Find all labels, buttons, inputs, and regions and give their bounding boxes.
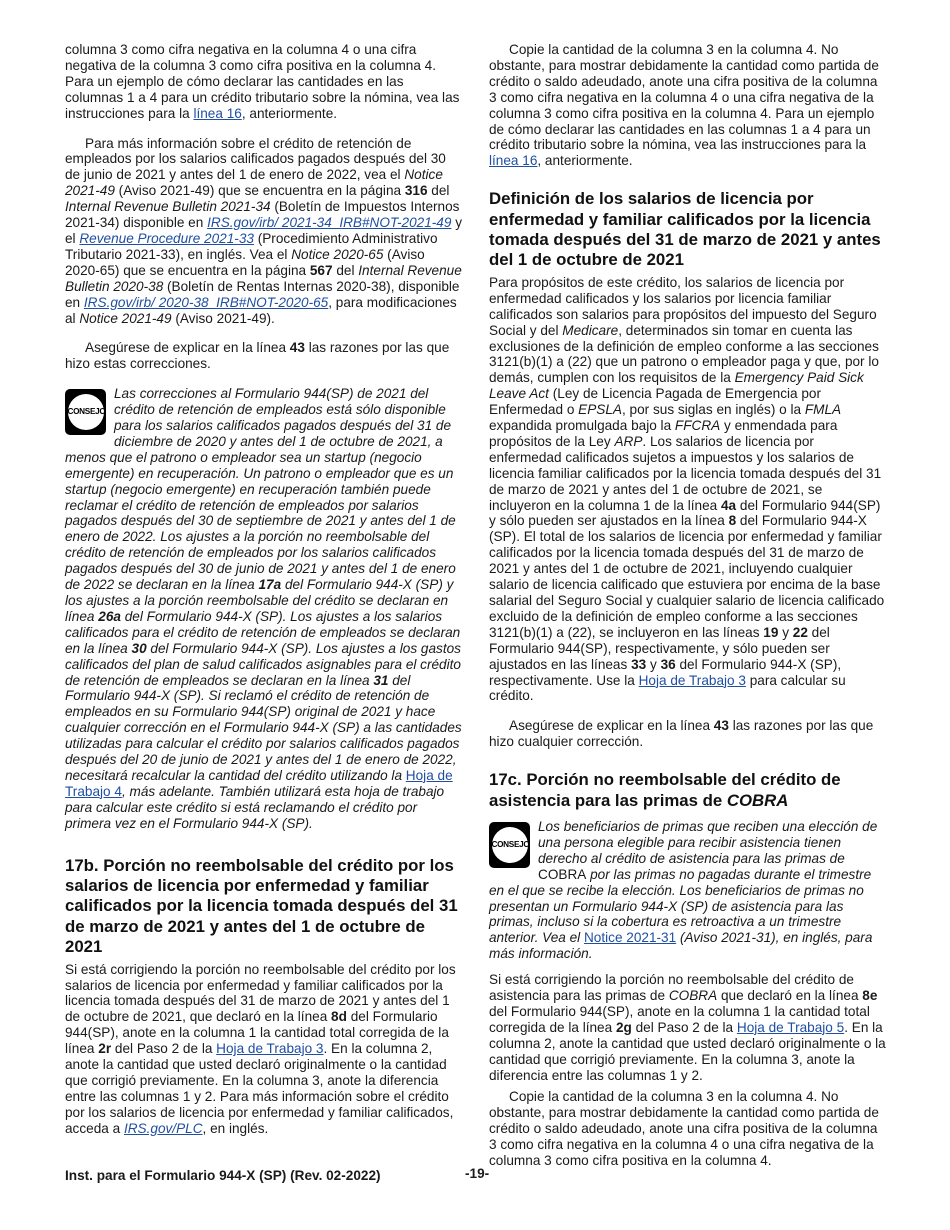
right-column	[489, 42, 887, 1169]
left-column	[65, 42, 462, 1137]
paragraph: Si está corrigiendo la porción no reembolsable del crédito por los salarios de licencia por enfermedad y familiar calificados por la licencia tomada después del 31 de marzo de 2021 y antes del 1 de octubre de 2021, que declaró en la línea 8d del Formulario 944(SP), anote en la columna 1 la cantidad total corregida de la línea 2r del Paso 2 de la Hoja de Trabajo 3. En la columna 2, anote la cantidad que usted declaró originalmente o la cantidad que corrigió previamente. En la columna 3, anote la diferencia entre las columnas 1 y 2. Para más información sobre el crédito por los salarios de licencia por enfermedad y familiar calificados, acceda a IRS.gov/PLC, en inglés.	[65, 961, 456, 1136]
link-hoja-de-trabajo-3[interactable]: Hoja de Trabajo 3	[638, 672, 746, 688]
paragraph: Para más información sobre el crédito de retención de empleados por los salarios calificados pagados después del 30 de junio de 2021 y antes del 1 de enero de 2022, vea el Notice 2021-49 (Aviso 2021-49) que se encuentra en la página 316 del Internal Revenue Bulletin 2021-34 (Boletín de Impuestos Internos 2021-34) disponible en IRS.gov/irb/ 2021-34_IRB#NOT-2021-49 y el Revenue Procedure 2021-33 (Procedimiento Administrativo Tributario 2021-33), en inglés. Vea el Notice 2020-65 (Aviso 2020-65) que se encuentra en la página 567 del Internal Revenue Bulletin 2020-38 (Boletín de Rentas Internas 2020-38), disponible en IRS.gov/irb/ 2020-38_IRB#NOT-2020-65, para modificaciones al Notice 2021-49 (Aviso 2021-49).	[65, 135, 462, 326]
link-hoja-de-trabajo-3[interactable]: Hoja de Trabajo 3	[216, 1041, 324, 1057]
tip-box: CONSEJO Los beneficiarios de primas que reciben una elección de una persona elegible para recibir asistencia tienen derecho al crédito de asistencia para las primas de COBRA por las primas no pagadas durante el trimestre en el que se recibe la elección. Los beneficiarios de primas no presentan un Formulario 944-X (SP) de asistencia para las primas, incluso si la cobertura es retroactiva a un trimestre anterior. Vea el Notice 2021-31 (Aviso 2021-31), en inglés, para más información.	[489, 818, 878, 962]
link-linea-16[interactable]: línea 16	[489, 153, 538, 169]
paragraph: Copie la cantidad de la columna 3 en la columna 4. No obstante, para mostrar debidamente la cantidad como partida de crédito o saldo adeudado, anote una cifra positiva de la columna 3 como cifra negativa en la columna 4 o una cifra negativa de la columna 3 como cifra positiva en la columna 4. Para un ejemplo de cómo declarar las cantidades en las columnas 1 a 4 para un crédito tributario sobre la nómina, vea las instrucciones para la línea 16, anteriormente.	[489, 42, 879, 169]
paragraph: Copie la cantidad de la columna 3 en la columna 4. No obstante, para mostrar debidamente la cantidad como partida de crédito o saldo adeudado, anote una cifra positiva de la columna 3 como cifra negativa en la columna 4 o una cifra negativa de la columna 3 como cifra positiva en la columna 4.	[489, 1089, 879, 1169]
link-irb-2021-34[interactable]: IRS.gov/irb/ 2021-34_IRB#NOT-2021-49	[207, 215, 452, 231]
paragraph: Asegúrese de explicar en la línea 43 las razones por las que hizo cualquier corrección.	[489, 718, 874, 750]
link-revenue-procedure-2021-33[interactable]: Revenue Procedure 2021-33	[79, 230, 254, 246]
form-title: Inst. para el Formulario 944-X (SP) (Rev. 02-2022)	[65, 1168, 381, 1183]
link-hoja-de-trabajo-4[interactable]: Hoja de Trabajo 4	[65, 767, 453, 799]
paragraph: Si está corrigiendo la porción no reembolsable del crédito de asistencia para las primas de COBRA que declaró en la línea 8e del Formulario 944(SP), anote en la columna 1 la cantidad total corregida de la línea 2g del Paso 2 de la Hoja de Trabajo 5. En la columna 2, anote la cantidad que usted declaró originalmente o la cantidad que corrigió previamente. En la columna 3, anote la diferencia entre las columnas 1 y 2.	[489, 972, 886, 1083]
paragraph: Asegúrese de explicar en la línea 43 las razones por las que hizo estas correcciones.	[65, 340, 450, 372]
paragraph: columna 3 como cifra negativa en la columna 4 o una cifra negativa de la columna 3 como cifra positiva en la columna 4. Para un ejemplo de cómo declarar las cantidades en las columnas 1 a 4 para un crédito tributario sobre la nómina, vea las instrucciones para la línea 16, anteriormente.	[65, 42, 460, 121]
link-irs-gov-plc[interactable]: IRS.gov/PLC	[123, 1120, 203, 1136]
paragraph: Para propósitos de este crédito, los salarios de licencia por enfermedad calificados y los salarios por licencia familiar calificados son salarios para propósitos del impuesto del Seguro Social y del Medicare, determinados sin tomar en cuenta las exclusiones de la definición de empleo conforme a las secciones 3121(b)(1) a (22) que un patrono o empleador paga y que, por lo demás, cumplen con los requisitos de la Emergency Paid Sick Leave Act (Ley de Licencia Pagada de Emergencia por Enfermedad o EPSLA, por sus siglas en inglés) o la FMLA expandida promulgada bajo la FFCRA y enmendada para propósitos de la Ley ARP. Los salarios de licencia por enfermedad calificados sujetos a impuestos y los salarios de licencia familiar calificados por la licencia tomada después del 31 de marzo de 2021 y antes del 1 de octubre de 2021, se incluyeron en la columna 1 de la línea 4a del Formulario 944(SP) y sólo pueden ser ajustados en la línea 8 del Formulario 944-X (SP). El total de los salarios de licencia por enfermedad y familiar calificados por la licencia tomada después del 31 de marzo de 2021 y antes del 1 de octubre de 2021, incluyendo cualquier salario de licencia calificado que estuviera por encima de la base salarial del Seguro Social y cualquier salario de licencia calificado excluido de la definición de empleo conforme a las secciones 3121(b)(1) a (22), se incluyeron en las líneas 19 y 22 del Formulario 944(SP), respectivamente, y sólo pueden ser ajustados en las líneas 33 y 36 del Formulario 944-X (SP), respectivamente. Use la Hoja de Trabajo 3 para calcular su crédito.	[489, 274, 885, 704]
link-irb-2020-38[interactable]: IRS.gov/irb/ 2020-38_IRB#NOT-2020-65	[83, 294, 329, 310]
link-hoja-de-trabajo-5[interactable]: Hoja de Trabajo 5	[736, 1019, 845, 1035]
section-heading-17b: 17b. Porción no reembolsable del crédito por los salarios de licencia por enfermedad y familiar calificados por la licencia tomada después del 31 de marzo de 2021 y antes del 1 de octubre de 2021	[65, 855, 458, 957]
section-heading-17c: 17c. Porción no reembolsable del crédito de asistencia para las primas de COBRA	[489, 770, 841, 810]
link-notice-2021-31[interactable]: Notice 2021-31	[583, 930, 677, 946]
page-footer	[65, 1166, 887, 1186]
page-number: -19-	[465, 1166, 490, 1181]
consejo-icon: CONSEJO	[489, 822, 530, 868]
section-heading-definicion: Definición de los salarios de licencia por enfermedad y familiar calificados por la licencia tomada después del 31 de marzo de 2021 y antes del 1 de octubre de 2021	[489, 189, 881, 270]
tip-box: CONSEJO Las correcciones al Formulario 944(SP) de 2021 del crédito de retención de empleados está sólo disponible para los salarios calificados pagados después del 31 de diciembre de 2020 y antes del 1 de octubre de 2021, a menos que el patrono o empleador sea un startup (negocio emergente) en recuperación. Un patrono o empleador que es un startup (negocio emergente) en recuperación también puede reclamar el crédito de retención de empleados por salarios pagados después del 30 de septiembre de 2021 y antes del 1 de enero de 2022. Los ajustes a la porción no reembolsable del crédito de retención de empleados por los salarios calificados pagados después del 30 de junio de 2021 y antes del 1 de enero de 2022 se declaran en la línea 17a del Formulario 944-X (SP) y los ajustes a la porción reembolsable del crédito se declaran en línea 26a del Formulario 944-X (SP). Los ajustes a los salarios calificados para el crédito de retención de empleados se declaran en la línea 30 del Formulario 944-X (SP). Los ajustes a los gastos calificados del plan de salud calificados asignables para el crédito de retención de empleados se declaran en la línea 31 del Formulario 944-X (SP). Si reclamó el crédito de retención de empleados en su Formulario 944(SP) original de 2021 y hace cualquier corrección en el Formulario 944-X (SP) a las cantidades utilizadas para calcular el crédito por salarios calificados pagados después del 20 de junio de 2021 y antes del 1 de enero de 2022, necesitará recalcular la cantidad del crédito utilizando la Hoja de Trabajo 4, más adelante. También utilizará esta hoja de trabajo para calcular este crédito si está reclamando el crédito por primera vez en el Formulario 944-X (SP).	[65, 386, 462, 831]
link-linea-16[interactable]: línea 16	[193, 105, 242, 121]
consejo-icon: CONSEJO	[65, 389, 106, 435]
